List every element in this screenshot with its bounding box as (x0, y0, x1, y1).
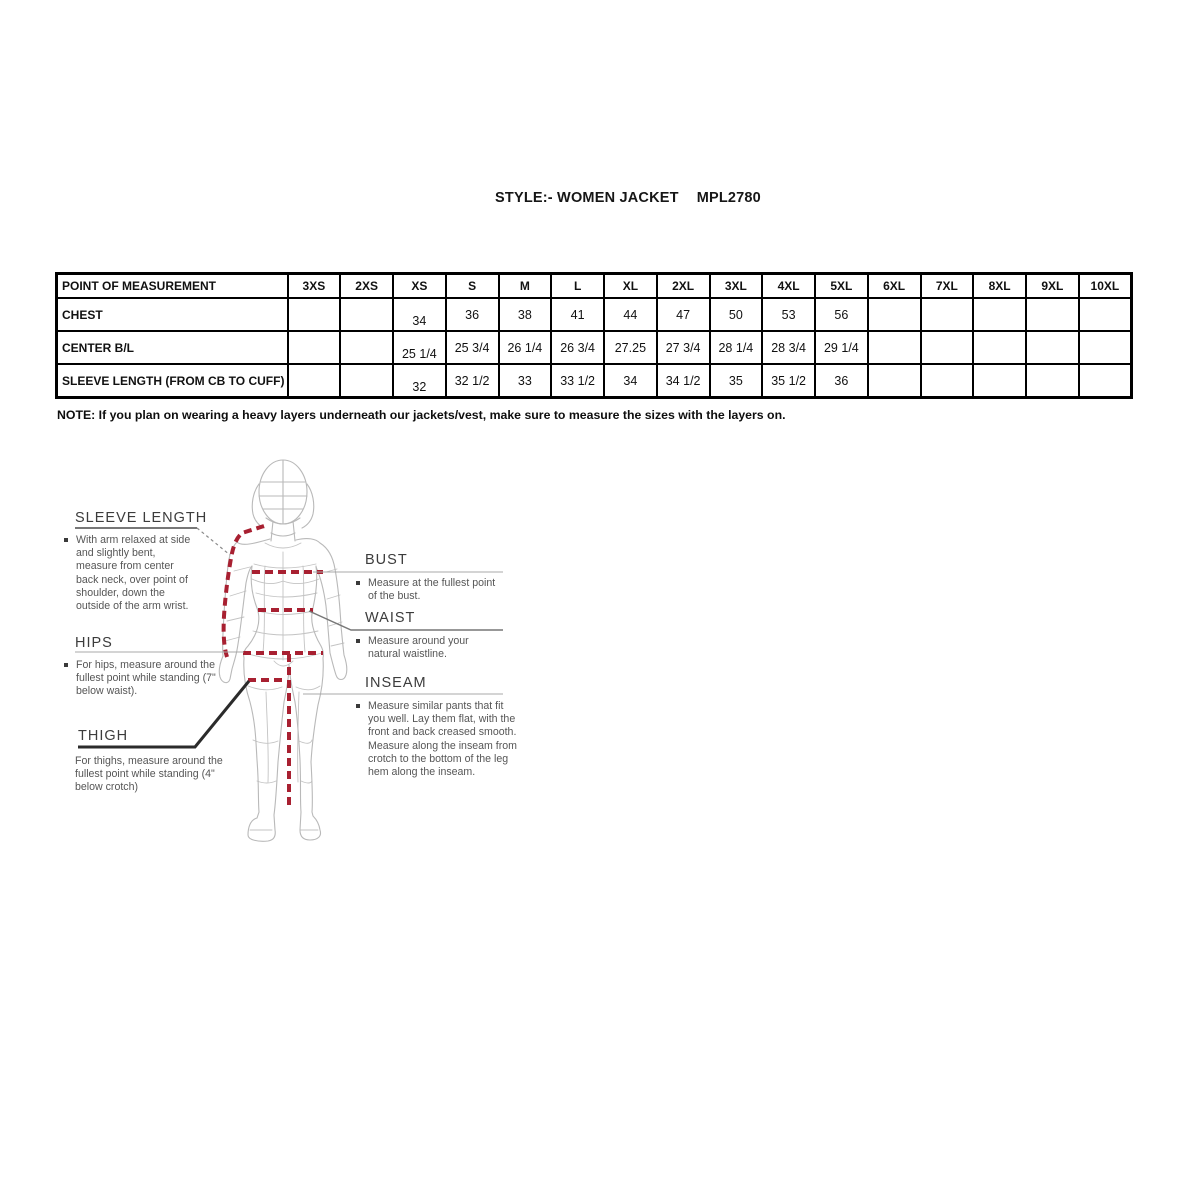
bullet-icon (64, 538, 68, 542)
size-value-cell (1079, 331, 1132, 364)
size-value-cell (288, 364, 341, 398)
size-value-cell: 34 1/2 (657, 364, 710, 398)
size-value-cell: 26 3/4 (551, 331, 604, 364)
sleeve-length-description: With arm relaxed at side and slightly bent, measure from center back neck, over point of shoulder, down the outside of the arm wrist. (76, 534, 198, 613)
size-column-header: 2XS (340, 274, 393, 299)
size-column-header: S (446, 274, 499, 299)
table-row (57, 364, 1132, 398)
note-text: NOTE: If you plan on wearing a heavy layers underneath our jackets/vest, make sure to measure the sizes with the layers on. (57, 408, 786, 422)
size-value-cell: 56 (815, 298, 868, 331)
size-value-cell: 32 (393, 364, 446, 398)
hips-description: For hips, measure around the fullest point while standing (7" below waist). (76, 659, 226, 699)
size-column-header: 3XL (710, 274, 763, 299)
size-value-cell (973, 331, 1026, 364)
size-value-cell: 35 (710, 364, 763, 398)
size-column-header: 5XL (815, 274, 868, 299)
size-value-cell (288, 331, 341, 364)
size-value-cell: 29 1/4 (815, 331, 868, 364)
size-column-header: 8XL (973, 274, 1026, 299)
size-column-header: 7XL (921, 274, 974, 299)
bullet-icon (356, 581, 360, 585)
size-value-cell (868, 298, 921, 331)
size-value-cell (1026, 298, 1079, 331)
size-value-cell (1026, 364, 1079, 398)
bullet-icon (356, 639, 360, 643)
size-value-cell (1079, 364, 1132, 398)
hips-heading: HIPS (75, 635, 113, 651)
size-value-cell: 32 1/2 (446, 364, 499, 398)
size-value-cell: 47 (657, 298, 710, 331)
size-value-cell: 41 (551, 298, 604, 331)
inseam-description: Measure similar pants that fit you well. Lay them flat, with the front and back creased smooth. Measure along the inseam from crotch to the bottom of the leg hem along the inseam. (368, 700, 520, 779)
table-header-row (57, 274, 1132, 299)
size-column-header: 4XL (762, 274, 815, 299)
size-column-header: M (499, 274, 552, 299)
inseam-heading: INSEAM (365, 675, 427, 691)
size-table (55, 272, 1133, 399)
size-value-cell (1079, 298, 1132, 331)
size-column-header: 2XL (657, 274, 710, 299)
size-value-cell: 25 3/4 (446, 331, 499, 364)
size-value-cell (340, 298, 393, 331)
size-value-cell (921, 298, 974, 331)
size-value-cell (288, 298, 341, 331)
measurement-diagram (60, 440, 530, 870)
thigh-heading: THIGH (78, 728, 129, 744)
size-value-cell (868, 364, 921, 398)
document-title (56, 190, 1200, 206)
size-value-cell: 25 1/4 (393, 331, 446, 364)
size-value-cell: 26 1/4 (499, 331, 552, 364)
sleeve-length-heading: SLEEVE LENGTH (75, 510, 208, 526)
size-column-header: 10XL (1079, 274, 1132, 299)
size-value-cell: 35 1/2 (762, 364, 815, 398)
waist-heading: WAIST (365, 610, 416, 626)
bust-description: Measure at the fullest point of the bust. (368, 577, 503, 603)
size-column-header: XL (604, 274, 657, 299)
measurement-column-header: POINT OF MEASUREMENT (57, 274, 288, 299)
size-column-header: 9XL (1026, 274, 1079, 299)
size-value-cell: 36 (815, 364, 868, 398)
bullet-icon (64, 663, 68, 667)
style-label: STYLE:- WOMEN JACKET (495, 190, 679, 206)
row-label: CHEST (57, 298, 288, 331)
size-value-cell: 27 3/4 (657, 331, 710, 364)
size-value-cell (973, 364, 1026, 398)
style-code: MPL2780 (696, 190, 761, 206)
size-value-cell (340, 364, 393, 398)
thigh-description: For thighs, measure around the fullest point while standing (4" below crotch) (75, 755, 223, 794)
size-column-header: L (551, 274, 604, 299)
table-row (57, 298, 1132, 331)
size-value-cell: 28 1/4 (710, 331, 763, 364)
size-value-cell (340, 331, 393, 364)
size-value-cell: 53 (762, 298, 815, 331)
size-value-cell: 28 3/4 (762, 331, 815, 364)
waist-description: Measure around your natural waistline. (368, 635, 503, 661)
size-value-cell: 36 (446, 298, 499, 331)
size-value-cell: 33 1/2 (551, 364, 604, 398)
size-value-cell: 33 (499, 364, 552, 398)
row-label: CENTER B/L (57, 331, 288, 364)
size-value-cell: 27.25 (604, 331, 657, 364)
size-value-cell (921, 364, 974, 398)
sleeve-leader-line (197, 528, 230, 555)
size-value-cell: 34 (604, 364, 657, 398)
size-value-cell (868, 331, 921, 364)
size-column-header: 3XS (288, 274, 341, 299)
size-value-cell: 50 (710, 298, 763, 331)
bullet-icon (356, 704, 360, 708)
size-value-cell (921, 331, 974, 364)
size-value-cell (1026, 331, 1079, 364)
size-value-cell (973, 298, 1026, 331)
size-value-cell: 34 (393, 298, 446, 331)
size-column-header: XS (393, 274, 446, 299)
bust-heading: BUST (365, 552, 408, 568)
row-label: SLEEVE LENGTH (FROM CB TO CUFF) (57, 364, 288, 398)
size-value-cell: 44 (604, 298, 657, 331)
table-row (57, 331, 1132, 364)
size-value-cell: 38 (499, 298, 552, 331)
size-column-header: 6XL (868, 274, 921, 299)
